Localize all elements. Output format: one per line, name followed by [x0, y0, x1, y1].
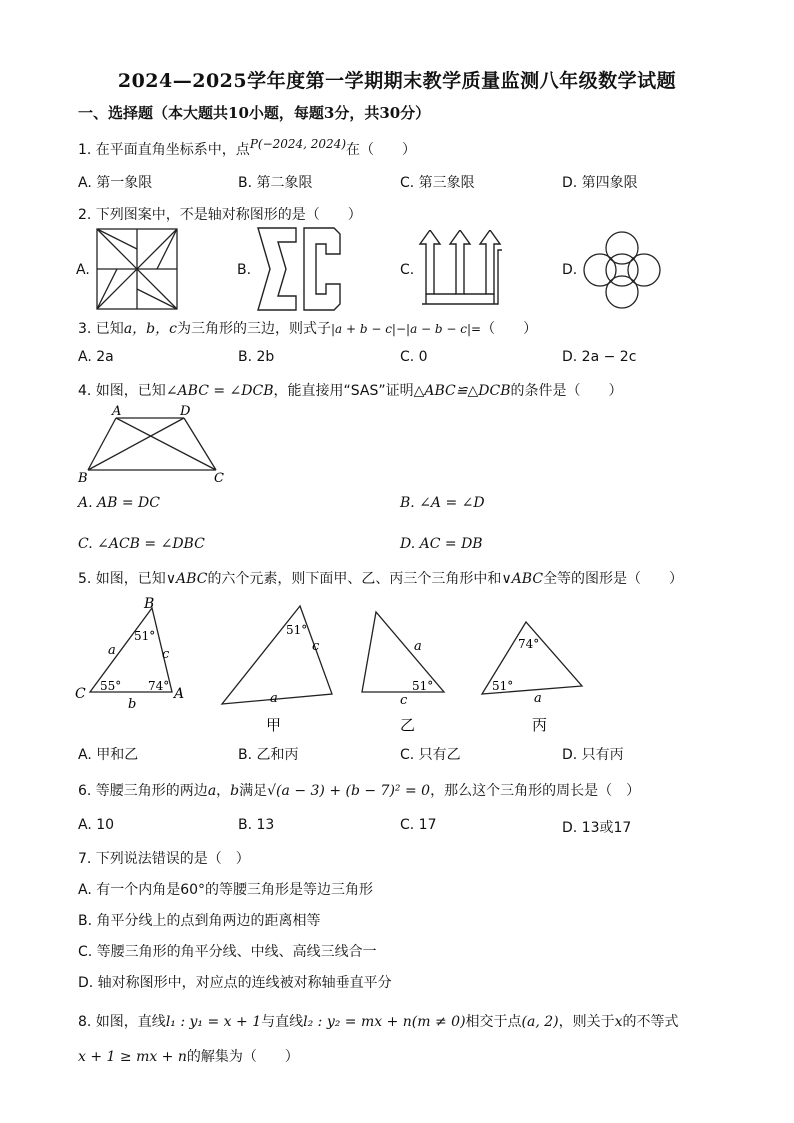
- question-3: [78, 318, 537, 338]
- jia-angle: 51°: [286, 623, 308, 637]
- question-5: [78, 568, 683, 588]
- q5-vertex-a: A: [174, 686, 185, 702]
- q5-side-a: a: [108, 643, 116, 658]
- q6-var-a: a: [207, 783, 217, 799]
- q5-angle-a: 74°: [148, 679, 170, 693]
- q1-option-c: C. 第三象限: [400, 175, 475, 191]
- q4-option-b-text: B. ∠A = ∠D: [400, 495, 485, 511]
- q6-var-b: b: [230, 783, 240, 799]
- q5-triangle-yi: [356, 604, 452, 740]
- question-6: [78, 780, 640, 800]
- q5-option-d: D. 只有丙: [562, 747, 624, 763]
- q6-sep: ，: [216, 783, 231, 799]
- q6-expression: √(a − 3) + (b − 7)² = 0: [267, 783, 431, 799]
- q4-label-c: C: [214, 471, 224, 486]
- q2-label-a: A.: [76, 262, 90, 278]
- yi-label: 乙: [400, 716, 416, 734]
- q4-triangles: △ABC≌△DCB: [413, 383, 511, 399]
- q5-triangle: ∨ABC: [165, 571, 208, 587]
- q5-side-b: b: [128, 697, 137, 712]
- bing-side-a: a: [534, 691, 542, 706]
- q4-figure: [76, 404, 236, 486]
- q3-stem-c: （ ）: [481, 321, 538, 337]
- section-heading: 一、选择题（本大题共10小题，每题3分，共30分）: [78, 104, 431, 122]
- q7-option-c: C. 等腰三角形的角平分线、中线、高线三线合一: [78, 944, 377, 960]
- q3-stem-a: 3. 已知: [78, 321, 124, 337]
- question-8-line-1: [78, 1011, 679, 1031]
- q5-angle-b: 51°: [134, 629, 156, 643]
- jia-side-c: c: [312, 639, 320, 654]
- q8-var-x: x: [614, 1014, 623, 1030]
- q5-vertex-b: B: [144, 596, 155, 612]
- q6-option-c: C. 17: [400, 817, 437, 833]
- bing-angle-2: 51°: [492, 679, 514, 693]
- q5-stem-a: 5. 如图，已知: [78, 571, 166, 587]
- q4-condition: ∠ABC = ∠DCB: [165, 383, 274, 399]
- question-8-line-2: [78, 1046, 299, 1066]
- q1-option-d: D. 第四象限: [562, 175, 638, 191]
- q4-option-d: [400, 536, 483, 552]
- q8-line-l1: l₁ : y₁ = x + 1: [165, 1014, 262, 1030]
- q4-label-a: A: [112, 404, 122, 419]
- q2-label-d: D.: [562, 262, 578, 278]
- q4-label-d: D: [180, 404, 191, 419]
- q3-option-d: D. 2a − 2c: [562, 349, 637, 365]
- q3-option-c: C. 0: [400, 349, 428, 365]
- q4-option-b: [400, 495, 485, 511]
- q3-expression: |a + b − c|−|a − b − c|=: [330, 322, 482, 336]
- q4-option-d-text: D. AC = DB: [400, 536, 483, 552]
- q5-option-a: A. 甲和乙: [78, 747, 139, 763]
- q3-stem-b: 为三角形的三边，则式子: [176, 321, 331, 337]
- q3-option-a: A. 2a: [78, 349, 114, 365]
- question-7: 7. 下列说法错误的是（ ）: [78, 851, 250, 867]
- q5-stem-b: 的六个元素，则下面甲、乙、丙三个三角形中和: [207, 571, 502, 587]
- q8-line-l2: l₂ : y₂ = mx + n(m ≠ 0): [303, 1014, 466, 1030]
- q5-angle-c: 55°: [100, 679, 122, 693]
- q7-option-b: B. 角平分线上的点到角两边的距离相等: [78, 913, 321, 929]
- q4-option-c-text: C. ∠ACB = ∠DBC: [78, 536, 205, 552]
- q8-line2: 的解集为（ ）: [186, 1049, 299, 1065]
- q6-option-a: A. 10: [78, 817, 115, 833]
- q8-point: (a, 2): [521, 1014, 559, 1030]
- jia-label: 甲: [266, 716, 282, 734]
- bing-label: 丙: [532, 716, 548, 734]
- q2-label-c: C.: [400, 262, 415, 278]
- q8-text-d: ，则关于: [558, 1014, 615, 1030]
- q4-option-c: [78, 536, 205, 552]
- q8-text-c: 相交于点: [465, 1014, 522, 1030]
- q6-option-b: B. 13: [238, 817, 275, 833]
- q8-text-e: 的不等式: [622, 1014, 679, 1030]
- q6-stem-b: 满足: [239, 783, 268, 799]
- bing-angle-1: 74°: [518, 637, 540, 651]
- q5-side-c: c: [162, 647, 170, 662]
- yi-angle: 51°: [412, 679, 434, 693]
- q5-triangle-2: ∨ABC: [501, 571, 544, 587]
- q8-inequality: x + 1 ≥ mx + n: [78, 1049, 187, 1065]
- q5-option-b: B. 乙和丙: [238, 747, 299, 763]
- question-1: [78, 139, 416, 159]
- yi-side-c: c: [400, 693, 408, 708]
- q1-stem-b: 在（ ）: [346, 142, 417, 158]
- yi-side-a: a: [414, 639, 422, 654]
- q3-vars: a，b，c: [123, 321, 177, 337]
- q1-point: P(−2024, 2024): [249, 137, 347, 151]
- q1-option-b: B. 第二象限: [238, 175, 313, 191]
- jia-side-a: a: [270, 691, 278, 706]
- question-4: [78, 380, 622, 400]
- q4-label-b: B: [78, 471, 88, 486]
- q6-stem-c: ，那么这个三角形的周长是（ ）: [430, 783, 641, 799]
- q5-triangle-bing: [476, 618, 588, 740]
- question-2: 2. 下列图案中，不是轴对称图形的是（ ）: [78, 207, 362, 223]
- q5-triangle-jia: [214, 598, 336, 740]
- q4-stem-c: 的条件是（ ）: [510, 383, 623, 399]
- q1-option-a: A. 第一象限: [78, 175, 153, 191]
- q5-option-c: C. 只有乙: [400, 747, 461, 763]
- page-title: 2024—2025学年度第一学期期末教学质量监测八年级数学试题: [117, 70, 677, 92]
- q1-stem-a: 1. 在平面直角坐标系中，点: [78, 142, 250, 158]
- q6-stem-a: 6. 等腰三角形的两边: [78, 783, 208, 799]
- q8-text-b: 与直线: [261, 1014, 304, 1030]
- q4-option-a: [78, 495, 160, 511]
- pinwheel-figure: [96, 228, 178, 310]
- q4-option-a-text: A. AB = DC: [78, 495, 160, 511]
- q5-reference-triangle: [72, 594, 192, 714]
- sigma-c-figure: [256, 226, 342, 312]
- q7-option-a: A. 有一个内角是60°的等腰三角形是等边三角形: [78, 882, 374, 898]
- q4-stem-b: ，能直接用“SAS”证明: [273, 383, 414, 399]
- flower-figure: [578, 226, 666, 314]
- trident-figure: [418, 230, 502, 308]
- q8-text-a: 8. 如图，直线: [78, 1014, 166, 1030]
- q7-option-d: D. 轴对称图形中，对应点的连线被对称轴垂直平分: [78, 975, 392, 991]
- q2-label-b: B.: [237, 262, 252, 278]
- q3-option-b: B. 2b: [238, 349, 275, 365]
- q5-stem-c: 全等的图形是（ ）: [543, 571, 684, 587]
- q5-vertex-c: C: [75, 686, 86, 702]
- q6-option-d: D. 13或17: [562, 820, 632, 836]
- q4-stem-a: 4. 如图，已知: [78, 383, 166, 399]
